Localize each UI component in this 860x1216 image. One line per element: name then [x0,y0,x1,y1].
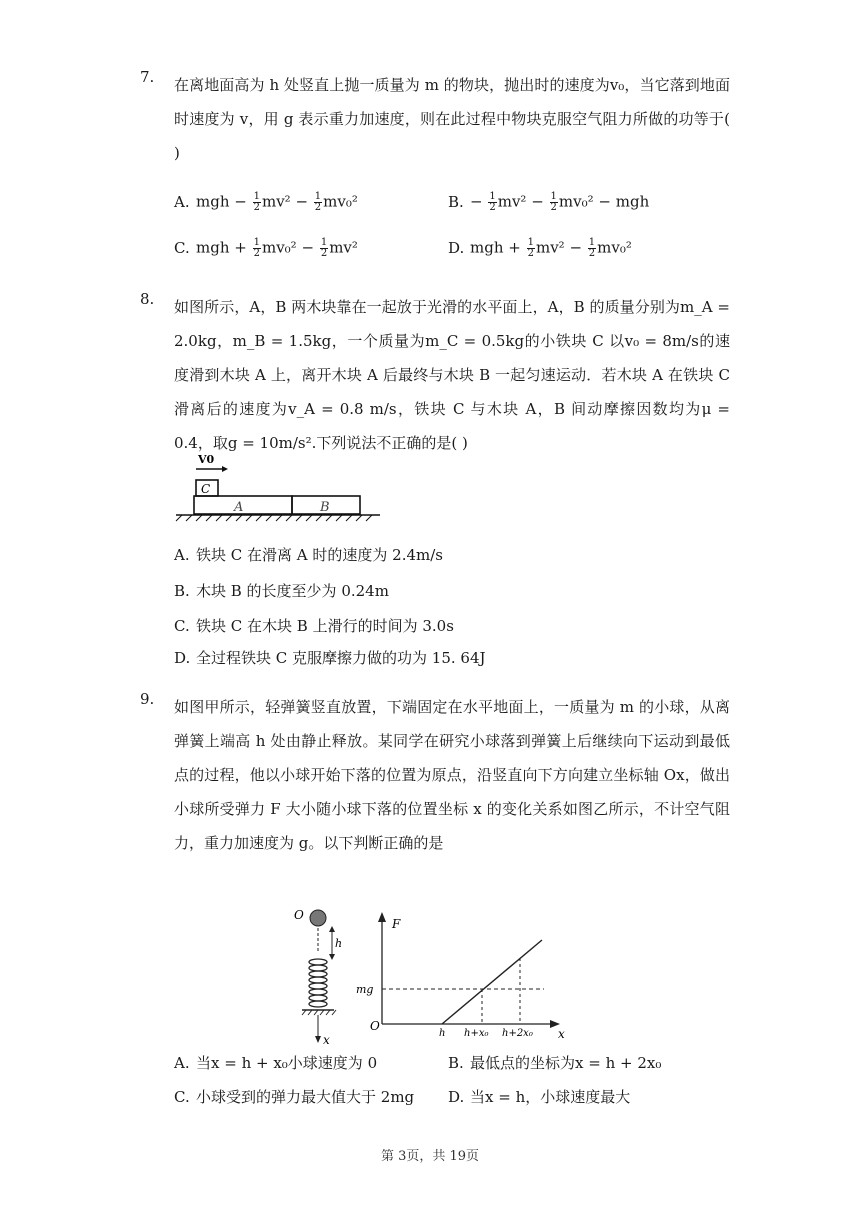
f-axis-label: F [392,917,401,931]
origin-label: O [370,1019,380,1033]
block-b-label: B [320,500,330,515]
x-axis-label: x [558,1027,565,1038]
f-axis-arrow [378,912,386,922]
q8-option-c: C. 铁块 C 在木块 B 上滑行的时间为 3.0s [174,617,454,635]
tick-h-x0-label: h+x₀ [464,1028,489,1038]
page-footer: 第 3页，共 19页 [380,1149,480,1164]
q7-option-d: D. mgh + $\frac{1}{2}$ mv² − $\frac{1}{2}$ mv₀² [448,237,632,259]
q9-option-c: C. 小球受到的弹力最大值大于 2mg [174,1088,415,1106]
q8-option-b: B. 木块 B 的长度至少为 0.24m [174,582,389,600]
q8-figure-blocks [172,450,382,522]
tick-h-label: h [439,1028,446,1038]
question-number: 8. [140,290,155,308]
origin-o-label: O [294,908,304,922]
q7-option-b: B. − $\frac{1}{2}$ mv² − $\frac{1}{2}$ mv₀² − mgh [448,191,650,213]
question-text: 如图甲所示，轻弹簧竖直放置，下端固定在水平地面上，一质量为 m 的小球，从离弹簧上端高 h 处由静止释放。某同学在研究小球落到弹簧上后继续向下运动到最低点的过程，他以小球开始下落的位置为原点，沿竖直向下方向建立坐标轴 Ox，做出小球所受弹力 F 大小随小球下落的位置坐标 x 的变化关系如图乙所示，不计空气阻力，重力加速度为 g。以下判断正确的是 [174,698,730,852]
q8-option-a: A. 铁块 C 在滑离 A 时的速度为 2.4m/s [174,546,443,564]
question-number: 7. [140,68,155,86]
ball [310,910,326,926]
q9-option-a: A. 当x = h + x₀小球速度为 0 [174,1054,378,1072]
question-number: 9. [140,690,155,708]
q7-option-c: C. mgh + $\frac{1}{2}$ mv₀² − $\frac{1}{2}$ mv² [174,237,358,259]
q9-figure-graph [352,910,574,1038]
spring-coil [309,959,327,1007]
q9-option-b: B. 最低点的坐标为x = h + 2x₀ [448,1054,662,1072]
v0-arrowhead [222,466,228,472]
mg-label: mg [356,983,374,996]
block-a-label: A [234,500,244,515]
ground-hatching [176,515,372,521]
q7-option-a: A. mgh − $\frac{1}{2}$ mv² − $\frac{1}{2}$ mv₀² [174,191,358,213]
question-text: 如图所示，A，B 两木块靠在一起放于光滑的水平面上，A，B 的质量分别为m_A = 2.0kg，m_B = 1.5kg，一个质量为m_C = 0.5kg的小铁块 C 以v₀ = 8m/s的速度滑到木块 A 上，离开木块 A 后最终与木块 B 一起匀速运动．若木块 A 在铁块 C 滑离后的速度为v_A = 0.8 m/s，铁块 C 与木块 A，B 间动摩擦因数均为μ = 0.4，取g = 10m/s².下列说法不正确的是( ) [174,298,730,452]
h-label: h [335,937,343,950]
h-arrow-bottom [329,954,335,960]
x-axis-label: x [323,1033,330,1047]
q9-option-d: D. 当x = h，小球速度最大 [448,1088,631,1106]
h-arrow-top [329,926,335,932]
v0-label: V0 [198,453,215,466]
q9-figure-spring [290,900,360,1048]
force-line [442,940,542,1024]
tick-h-2x0-label: h+2x₀ [502,1028,533,1038]
x-axis-arrow [315,1036,321,1043]
question-text: 在离地面高为 h 处竖直上抛一质量为 m 的物块，抛出时的速度为v₀，当它落到地面时速度为 v，用 g 表示重力加速度，则在此过程中物块克服空气阻力所做的功等于( ) [174,76,730,162]
block-c-label: C [201,482,211,496]
q8-option-d: D. 全过程铁块 C 克服摩擦力做的功为 15. 64J [174,649,486,667]
